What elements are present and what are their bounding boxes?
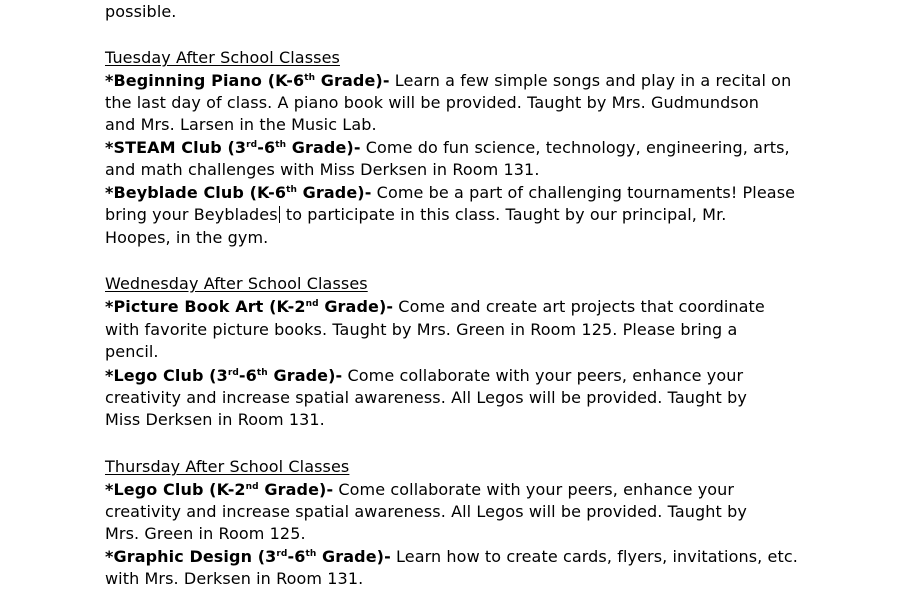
- thursday-heading: Thursday After School Classes: [105, 457, 350, 476]
- picture-book-class-title: *Picture Book Art (K-2nd Grade)-: [105, 297, 394, 316]
- picture-book-class-line-1: *Picture Book Art (K-2nd Grade)- Come and create art projects that coordinate: [105, 297, 765, 316]
- lego-k2-class-line-1: *Lego Club (K-2nd Grade)- Come collaborate with your peers, enhance your: [105, 480, 735, 499]
- graphic-design-class-title: *Graphic Design (3rd-6th Grade)-: [105, 547, 391, 566]
- steam-class-title: *STEAM Club (3rd-6th Grade)-: [105, 138, 361, 157]
- picture-book-class-line-3: pencil.: [105, 342, 159, 361]
- lego-36-class-line-2: creativity and increase spatial awareness. All Legos will be provided. Taught by: [105, 388, 747, 407]
- piano-class-line-1: *Beginning Piano (K-6th Grade)- Learn a few simple songs and play in a recital on: [105, 71, 792, 90]
- steam-class-line-2: and math challenges with Miss Derksen in Room 131.: [105, 160, 540, 179]
- lego-36-class-title: *Lego Club (3rd-6th Grade)-: [105, 366, 343, 385]
- picture-book-class-line-2: with favorite picture books. Taught by Mrs. Green in Room 125. Please bring a: [105, 320, 738, 339]
- lego-k2-class-line-3: Mrs. Green in Room 125.: [105, 524, 306, 543]
- graphic-design-class-line-2: with Mrs. Derksen in Room 131.: [105, 569, 364, 588]
- beyblade-class-line-1: *Beyblade Club (K-6th Grade)- Come be a part of challenging tournaments! Please: [105, 183, 796, 202]
- lego-36-class-line-1: *Lego Club (3rd-6th Grade)- Come collaborate with your peers, enhance your: [105, 366, 744, 385]
- beyblade-class-title: *Beyblade Club (K-6th Grade)-: [105, 183, 372, 202]
- lego-36-class-line-3: Miss Derksen in Room 131.: [105, 410, 325, 429]
- intro-tail-text: possible.: [105, 2, 177, 21]
- piano-class-line-2: the last day of class. A piano book will be provided. Taught by Mrs. Gudmundson: [105, 93, 759, 112]
- tuesday-heading: Tuesday After School Classes: [105, 48, 340, 67]
- graphic-design-class-line-1: *Graphic Design (3rd-6th Grade)- Learn how to create cards, flyers, invitations, etc.: [105, 547, 798, 566]
- piano-class-line-3: and Mrs. Larsen in the Music Lab.: [105, 115, 377, 134]
- text-cursor: [279, 206, 280, 223]
- beyblade-class-line-3: Hoopes, in the gym.: [105, 228, 269, 247]
- lego-k2-class-title: *Lego Club (K-2nd Grade)-: [105, 480, 334, 499]
- beyblade-class-line-2: bring your Beyblades to participate in this class. Taught by our principal, Mr.: [105, 205, 727, 224]
- wednesday-heading: Wednesday After School Classes: [105, 274, 368, 293]
- piano-class-title: *Beginning Piano (K-6th Grade)-: [105, 71, 390, 90]
- lego-k2-class-line-2: creativity and increase spatial awareness. All Legos will be provided. Taught by: [105, 502, 747, 521]
- steam-class-line-1: *STEAM Club (3rd-6th Grade)- Come do fun science, technology, engineering, arts,: [105, 138, 790, 157]
